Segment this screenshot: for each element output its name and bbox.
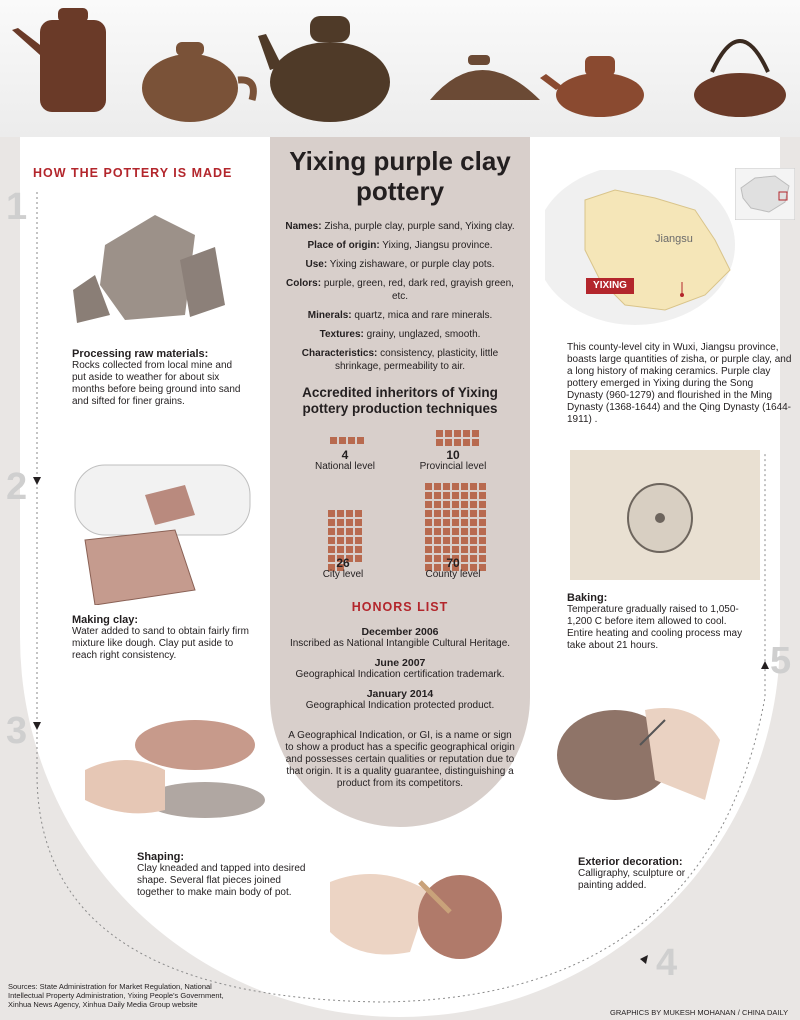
- inheritor-dot: [472, 430, 479, 437]
- step-text: Rocks collected from local mine and put aside to weather for about six months before being ground into sand and sifted for finer grains.: [72, 360, 241, 407]
- inheritor-dot: [328, 537, 335, 544]
- facts-list: [280, 220, 520, 379]
- inheritor-dot: [443, 519, 450, 526]
- inheritor-dot: [470, 537, 477, 544]
- inheritor-dot: [434, 510, 441, 517]
- inheritor-dot: [445, 430, 452, 437]
- inheritor-dot: [479, 555, 486, 562]
- honor-desc: Geographical Indication protected product.: [305, 700, 495, 711]
- teapot-icon: [12, 8, 106, 112]
- step-title: Exterior decoration:: [578, 856, 683, 868]
- step-2-block: [72, 614, 252, 662]
- inheritor-dot: [337, 510, 344, 517]
- gi-note: A Geographical Indication, or GI, is a name or sign to show a product has a specific geographical origin and possesses certain qualities or reputation due to that origin. It is a quality guarantee, distinguishing a product from its competitors.: [285, 730, 515, 789]
- fact-item: Characteristics: consistency, plasticity, little shrinkage, permeability to air.: [301, 348, 499, 372]
- inheritor-dot: [472, 439, 479, 446]
- inheritor-dot: [328, 519, 335, 526]
- inheritor-dot: [425, 537, 432, 544]
- inheritor-dot: [355, 510, 362, 517]
- inheritor-dot: [454, 430, 461, 437]
- inheritor-dot: [443, 537, 450, 544]
- teapot-icon: [142, 42, 253, 122]
- inheritor-dot: [434, 546, 441, 553]
- inheritor-dot: [452, 492, 459, 499]
- teapot-illustrations: [0, 0, 800, 137]
- step-number: 3: [6, 710, 28, 752]
- inheritor-dot: [470, 528, 477, 535]
- inheritor-dot: [434, 537, 441, 544]
- inheritor-dot: [328, 546, 335, 553]
- fact-item: Names: Zisha, purple clay, purple sand, Yixing clay.: [285, 221, 515, 232]
- inheritor-dot: [470, 492, 477, 499]
- inheritor-dot: [479, 483, 486, 490]
- inheritor-dot: [425, 510, 432, 517]
- inheritor-dot: [443, 492, 450, 499]
- page-title: Yixing purple clay pottery: [289, 146, 511, 206]
- inheritor-dot: [479, 501, 486, 508]
- map-region-label: Jiangsu: [655, 233, 693, 245]
- fact-item: Use: Yixing zishaware, or purple clay pots.: [305, 259, 495, 270]
- dot-grid-provincial: [436, 430, 479, 446]
- inheritor-dot: [454, 439, 461, 446]
- inheritor-dot: [470, 483, 477, 490]
- inheritor-dot: [346, 510, 353, 517]
- inheritor-dot: [355, 546, 362, 553]
- fact-item: Colors: purple, green, red, dark red, grayish green, etc.: [286, 278, 514, 302]
- inheritor-dot: [425, 492, 432, 499]
- inheritor-dot: [434, 519, 441, 526]
- inheritor-dot: [355, 528, 362, 535]
- teapot-icon: [540, 56, 644, 117]
- step-3-block: [137, 851, 312, 899]
- inheritor-dot: [452, 528, 459, 535]
- inheritor-dot: [452, 546, 459, 553]
- inheritor-dot: [355, 537, 362, 544]
- step-title: Shaping:: [137, 851, 185, 863]
- inheritor-dot: [461, 492, 468, 499]
- inheritor-count: 70: [446, 556, 460, 570]
- teapot-icon: [694, 41, 786, 117]
- inheritor-dot: [436, 430, 443, 437]
- step-title: Baking:: [567, 592, 608, 604]
- inheritor-dot: [328, 528, 335, 535]
- inheritor-dot: [337, 528, 344, 535]
- inheritor-dot: [328, 510, 335, 517]
- honors-list: [280, 626, 520, 719]
- step-text: Water added to sand to obtain fairly firm mixture like dough. Clay put aside to reach right consistency.: [72, 626, 249, 661]
- inheritors-heading: Accredited inheritors of Yixing pottery production techniques: [302, 385, 498, 416]
- inheritor-dot: [461, 483, 468, 490]
- inheritor-dot: [479, 546, 486, 553]
- inheritor-dot: [461, 510, 468, 517]
- inheritor-dot: [452, 510, 459, 517]
- kiln-illustration: [570, 450, 760, 580]
- graphic-credit: GRAPHICS BY MUKESH MOHANAN / CHINA DAILY: [610, 1008, 789, 1017]
- inheritor-dot: [436, 439, 443, 446]
- inheritor-dot: [463, 430, 470, 437]
- inheritor-dot: [337, 537, 344, 544]
- inheritor-dot: [470, 510, 477, 517]
- fact-item: Place of origin: Yixing, Jiangsu province.: [307, 240, 493, 251]
- inheritor-dot: [425, 501, 432, 508]
- inheritor-dot: [443, 483, 450, 490]
- inheritor-dot: [443, 501, 450, 508]
- inheritor-dot: [470, 546, 477, 553]
- inheritor-dot: [425, 483, 432, 490]
- honor-date: January 2014: [366, 688, 434, 700]
- sources: Sources: State Administration for Market Regulation, National Intellectual Property Administration, Yixing People's Government, Xinhua News Agency, Xinhua Daily Media Group website: [8, 982, 224, 1009]
- inheritor-dot: [479, 537, 486, 544]
- inheritor-dot: [348, 437, 355, 444]
- inheritor-dot: [452, 483, 459, 490]
- step-text: Calligraphy, sculpture or painting added.: [578, 868, 686, 891]
- honor-date: June 2007: [374, 657, 426, 669]
- inheritor-dot: [452, 501, 459, 508]
- inheritor-count: 10: [446, 448, 460, 462]
- dot-grid-national: [330, 437, 364, 444]
- making-clay-illustration: [55, 455, 255, 605]
- inheritor-dot: [425, 519, 432, 526]
- inheritor-dot: [452, 537, 459, 544]
- inheritor-dot: [346, 546, 353, 553]
- honor-desc: Inscribed as National Intangible Cultural Heritage.: [289, 638, 511, 649]
- inheritor-dot: [330, 437, 337, 444]
- inheritor-level: City level: [322, 569, 364, 580]
- step-text: Clay kneaded and tapped into desired shape. Several flat pieces joined together to make main body of pot.: [137, 863, 306, 898]
- inheritor-dot: [461, 537, 468, 544]
- inheritor-count: 4: [341, 448, 349, 462]
- china-inset-map: [735, 168, 795, 220]
- inheritor-dot: [443, 546, 450, 553]
- inheritor-dot: [346, 528, 353, 535]
- inheritor-count: 26: [336, 556, 350, 570]
- step-4-block: [578, 856, 698, 892]
- inheritor-dot: [346, 519, 353, 526]
- shaping-illustration: [65, 710, 265, 825]
- jiangsu-map: [545, 170, 755, 335]
- inheritor-dot: [470, 519, 477, 526]
- honors-heading: HONORS LIST: [351, 600, 449, 614]
- inheritor-dot: [425, 528, 432, 535]
- rocks-illustration: [65, 205, 235, 335]
- step-number: 2: [6, 466, 28, 508]
- inheritor-dot: [445, 439, 452, 446]
- inheritor-dot: [357, 437, 364, 444]
- inheritor-dot: [470, 501, 477, 508]
- inheritor-dot: [355, 519, 362, 526]
- step-title: Making clay:: [72, 614, 139, 626]
- inheritor-dot: [461, 546, 468, 553]
- decoration-tools-illustration: [320, 862, 520, 980]
- inheritor-dot: [337, 519, 344, 526]
- inheritor-dot: [479, 519, 486, 526]
- fact-item: Minerals: quartz, mica and rare minerals.: [307, 310, 493, 321]
- inheritor-dot: [425, 546, 432, 553]
- fact-item: Textures: grainy, unglazed, smooth.: [319, 329, 481, 340]
- inheritor-dot: [479, 510, 486, 517]
- inheritor-dot: [479, 492, 486, 499]
- step-1-block: [72, 348, 247, 408]
- process-heading: HOW THE POTTERY IS MADE: [33, 166, 233, 180]
- inheritor-dot: [434, 492, 441, 499]
- teapot-icon: [430, 55, 540, 100]
- city-description: This county-level city in Wuxi, Jiangsu province, boasts large quantities of zisha, or purple clay, and a long history of making ceramics. Purple clay pottery emerged in Yixing during the Song Dynasty (960-1279) and flourished in the Ming Dynasty (1368-1644) and the Qing Dynasty (1644-1911) .: [567, 342, 792, 425]
- inheritor-dot: [434, 501, 441, 508]
- inheritor-level: National level: [314, 461, 376, 472]
- step-number: 5: [770, 640, 792, 682]
- inheritor-dot: [463, 439, 470, 446]
- teapot-icon: [258, 16, 390, 122]
- inheritor-dot: [461, 519, 468, 526]
- inheritor-dot: [339, 437, 346, 444]
- inheritor-dot: [479, 528, 486, 535]
- inheritor-dot: [337, 546, 344, 553]
- step-number: 4: [656, 942, 678, 984]
- inheritor-dot: [461, 528, 468, 535]
- yixing-tag: YIXING: [586, 278, 634, 294]
- inheritor-dot: [461, 501, 468, 508]
- inheritor-level: Provincial level: [419, 461, 487, 472]
- step-text: Temperature gradually raised to 1,050-1,200 C before item allowed to cool. Entire heating and cooling process may take about 21 hours.: [567, 604, 743, 651]
- honor-desc: Geographical Indication certification trademark.: [295, 669, 505, 680]
- inheritor-dot: [443, 510, 450, 517]
- inheritor-dot: [346, 537, 353, 544]
- inheritor-dot: [443, 528, 450, 535]
- inheritor-dot: [434, 483, 441, 490]
- inheritor-level: County level: [425, 569, 481, 580]
- inheritor-dot: [452, 519, 459, 526]
- step-number: 1: [6, 186, 28, 228]
- step-title: Processing raw materials:: [72, 348, 209, 360]
- inheritor-dot: [434, 528, 441, 535]
- honor-date: December 2006: [361, 626, 439, 638]
- carving-illustration: [555, 700, 725, 810]
- step-5-block: [567, 592, 752, 652]
